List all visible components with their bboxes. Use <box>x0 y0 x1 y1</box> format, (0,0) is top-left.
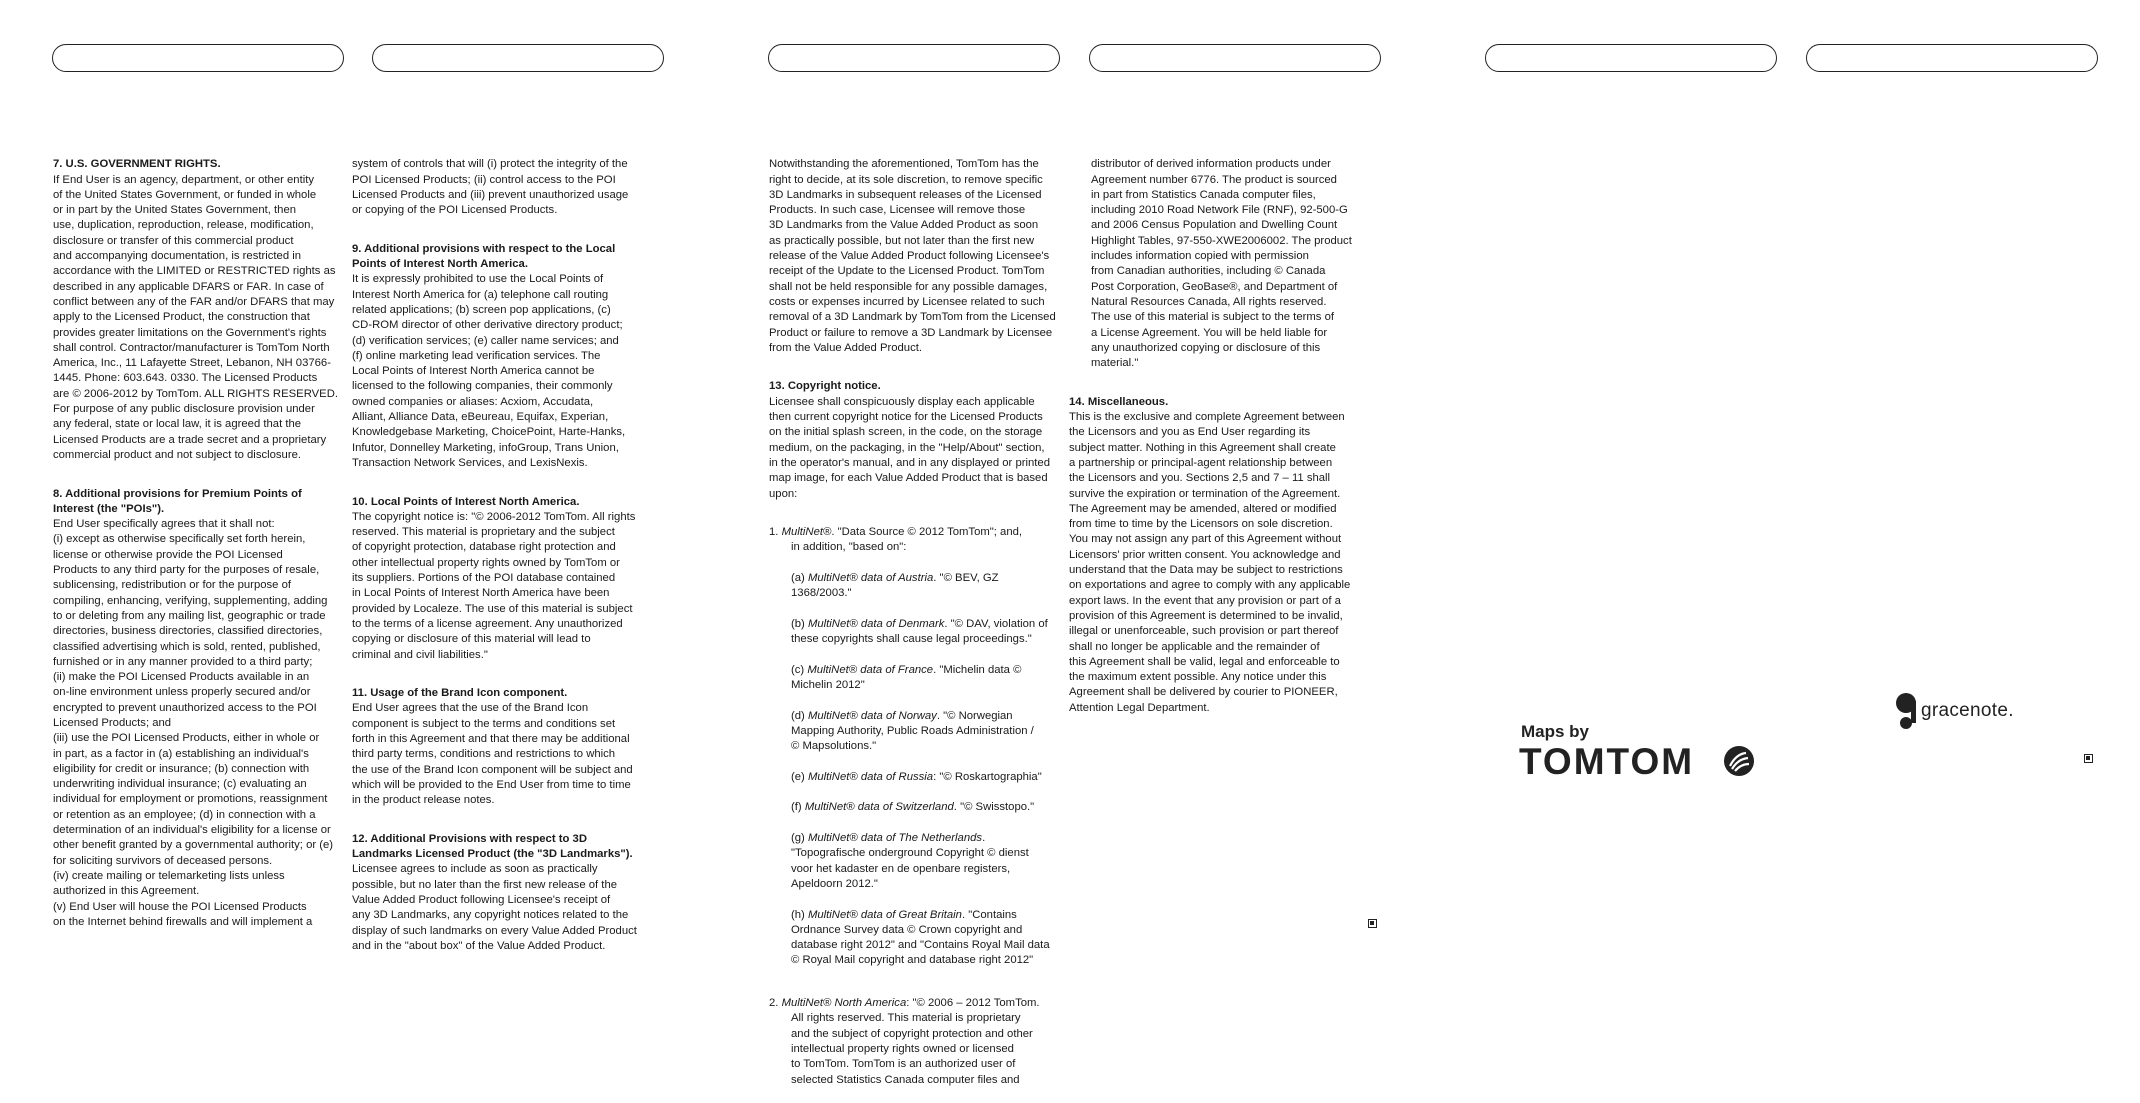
section-8-heading: 8. Additional provisions for Premium Points of Interest (the "POIs"). <box>53 487 302 515</box>
section-7-body: If End User is an agency, department, or other entity of the United States Government, or funded in whole or in part by the United States Government, then use, duplication, reproduction, release, modification, disclosure or transfer of this commercial product and accompanying documentation, is restricted in accordance with the LIMITED or RESTRICTED rights as described in any applicable DFARS or FAR. In case of conflict between any of the FAR and/or DFARS that may apply to the Licensed Product, the construction that provides greater limitations on the Government's rights shall control. Contractor/manufacturer is TomTom North America, Inc., 11 Lafayette Street, Lebanon, NH 03766- 1445. Phone: 603.643. 0330. The Licensed Products are © 2006-2012 by TomTom. ALL RIGHTS RESERVED. For purpose of any public disclosure provision under any federal, state or local law, it is agreed that the Licensed Products are a trade secret and a proprietary commercial product and not subject to disclosure. <box>53 173 339 461</box>
list-item: (e) MultiNet® data of Russia: "© Roskartographia" <box>791 770 1042 783</box>
gracenote-logo: gracenote. <box>1921 700 2014 721</box>
section-12-body: Licensee agrees to include as soon as practically possible, but no later than the first new release of the Value Added Product following Licensee's receipt of any 3D Landmarks, any copyright notices related to the display of such landmarks on every Value Added Product and in the "about box" of the Value Added Product. <box>352 863 637 952</box>
section-10-body: The copyright notice is: "© 2006-2012 TomTom. All rights reserved. This material is proprietary and the subject of copyright protection, database right protection and other intellectual property rights owned by TomTom or its suppliers. Portions of the POI database contained in Local Points of Interest North America have been provided by Localeze. The use of this material is subject to the terms of a license agreement. Any unauthorized copying or disclosure of this material will lead to criminal and civil liabilities." <box>352 510 636 661</box>
tomtom-logo: TOMTOM <box>1519 741 1695 782</box>
section-10-heading: 10. Local Points of Interest North America. <box>352 495 580 508</box>
text-column-1 <box>53 142 353 953</box>
list-item: (f) MultiNet® data of Switzerland. "© Swisstopo." <box>791 801 1035 814</box>
section-8-body: End User specifically agrees that it shall not: (i) except as otherwise specifically set forth herein, license or otherwise provide the POI Licensed Products to any third party for the purposes of resale, sublicensing, redistribution or for the purpose of compiling, enhancing, verifying, supplementing, adding to or deleting from any mailing list, geographic or trade directories, business directories, classified directories, classified advertising which is sold, rented, published, furnished or in any manner provided to a third party; (ii) make the POI Licensed Products available in an on-line environment unless properly secured and/or encrypted to prevent unauthorized access to the POI Licensed Products; and (iii) use the POI Licensed Products, either in whole or in part, as a factor in (a) establishing an individual's eligibility for credit or insurance; (b) connection with underwriting individual insurance; (c) evaluating an individual for employment or promotions, reassignment or retention as an employee; (d) in connection with a determination of an individual's eligibility for a license or other benefit granted by a governmental authority; or (e) for soliciting survivors of deceased persons. (iv) create mailing or telemarketing lists unless authorized in this Agreement. (v) End User will house the POI Licensed Products on the Internet behind firewalls and will implement a <box>53 518 334 928</box>
section-11-heading: 11. Usage of the Brand Icon component. <box>352 687 568 700</box>
section-13-body: Licensee shall conspicuously display each applicable then current copyright notice for the Licensed Products on the initial splash screen, in the code, on the storage medium, on the packaging, in the "Help/About" section, in the operator's manual, and in any displayed or printed map image, for each Value Added Product that is based upon: <box>769 395 1050 500</box>
section-14-heading: 14. Miscellaneous. <box>1069 395 1169 408</box>
list-item: (h) MultiNet® data of Great Britain. "Contains Ordnance Survey data © Crown copyright and database right 2012" and "Contains Royal Mail data © Royal Mail copyright and database right 2012" <box>791 908 1050 967</box>
section-12-continued: Notwithstanding the aforementioned, TomTom has the right to decide, at its sole discretion, to remove specific 3D Landmarks in subsequent releases of the Licensed Products. In such case, Licensee will remove those 3D Landmarks from the Value Added Product as soon as practically possible, but not later than the first new release of the Value Added Product following Licensee's receipt of the Update to the Licensed Product. TomTom shall not be held responsible for any possible damages, costs or expenses incurred by Licensee related to such removal of a 3D Landmark by TomTom from the Licensed Product or failure to remove a 3D Landmark by Licensee from the Value Added Product. <box>769 158 1056 354</box>
page-mark-icon <box>2084 754 2093 763</box>
section-11-body: End User agrees that the use of the Brand Icon component is subject to the terms and conditions set forth in this Agreement and that there may be additional third party terms, conditions and restrictions to which the use of the Brand Icon component will be subject and which will be provided to the End User from time to time in the product release notes. <box>352 702 633 807</box>
list-item: (d) MultiNet® data of Norway. "© Norwegian Mapping Authority, Public Roads Administration / © Mapsolutions." <box>791 709 1034 753</box>
page-mark-icon <box>1368 919 1377 928</box>
section-7-heading: 7. U.S. GOVERNMENT RIGHTS. <box>53 158 221 171</box>
text-column-3 <box>769 142 1069 1103</box>
label-pill-3 <box>768 44 1060 72</box>
list-item: 2. MultiNet® North America: "© 2006 – 2012 TomTom. All rights reserved. This material is proprietary and the subject of copyright protection and other intellectual property rights owned or licensed to TomTom. TomTom is an authorized user of selected Statistics Canada computer files and <box>769 997 1040 1086</box>
label-pill-2 <box>372 44 664 72</box>
gracenote-icon <box>1892 690 1922 732</box>
section-13-continued: distributor of derived information products under Agreement number 6776. The product is sourced in part from Statistics Canada computer files, including 2010 Road Network File (RNF), 92-500-G and 2006 Census Population and Dwelling Count Highlight Tables, 97-550-XWE2006002. The product includes information copied with permission from Canadian authorities, including © Canada Post Corporation, GeoBase®, and Department of Natural Resources Canada, All rights reserved. The use of this material is subject to the terms of a License Agreement. You will be held liable for any unauthorized copying or disclosure of this material." <box>1091 158 1352 370</box>
label-pill-6 <box>1806 44 2098 72</box>
list-item: (c) MultiNet® data of France. "Michelin data © Michelin 2012" <box>791 663 1022 692</box>
section-8-continued: system of controls that will (i) protect the integrity of the POI Licensed Products; (ii) control access to the POI Licensed Products and (iii) prevent unauthorized usage or copying of the POI Licensed Products. <box>352 158 629 217</box>
label-pill-4 <box>1089 44 1381 72</box>
list-item: (g) MultiNet® data of The Netherlands. "Topografische onderground Copyright © dienst voor het kadaster en de openbare registers, Apeldoorn 2012." <box>791 832 1029 890</box>
label-pill-1 <box>52 44 344 72</box>
section-9-body: It is expressly prohibited to use the Local Points of Interest North America for (a) telephone call routing related applications; (b) screen pop applications, (c) CD-ROM director of other derivative directory product; (d) verification services; (e) caller name services; and (f) online marketing lead verification services. The Local Points of Interest North America cannot be licensed to the following companies, their commonly owned companies or aliases: Acxiom, Accudata, Alliant, Alliance Data, eBeureau, Equifax, Experian, Knowledgebase Marketing, ChoicePoint, Harte-Hanks, Infutor, Donnelley Marketing, infoGroup, Trans Union, Transaction Network Services, and LexisNexis. <box>352 273 626 469</box>
tomtom-hands-icon <box>1722 744 1756 778</box>
section-12-heading: 12. Additional Provisions with respect to 3D Landmarks Licensed Product (the "3D Landmarks"). <box>352 832 633 861</box>
section-9-heading: 9. Additional provisions with respect to the Local Points of Interest North America. <box>352 242 616 271</box>
list-item: (a) MultiNet® data of Austria. "© BEV, GZ 1368/2003." <box>791 572 999 600</box>
section-13-heading: 13. Copyright notice. <box>769 380 881 393</box>
label-pill-5 <box>1485 44 1777 72</box>
text-column-2 <box>352 142 652 977</box>
section-14-body: This is the exclusive and complete Agreement between the Licensors and you as End User regarding its subject matter. Nothing in this Agreement shall create a partnership or principal-agent relationship between the Licensors and you. Sections 2,5 and 7 – 11 shall survive the expiration or termination of the Agreement. The Agreement may be amended, altered or modified from time to time by the Licensors on sole discretion. You may not assign any part of this Agreement without Licensors' prior written consent. You acknowledge and understand that the Data may be subject to restrictions on exportations and agree to comply with any applicable export laws. In the event that any provision or part of a provision of this Agreement is determined to be invalid, illegal or unenforceable, such provision or part thereof shall no longer be applicable and the remainder of this Agreement shall be valid, legal and enforceable to the maximum extent possible. Any notice under this Agreement shall be delivered by courier to PIONEER, Attention Legal Department. <box>1069 411 1351 714</box>
maps-by-label: Maps by <box>1521 722 1590 741</box>
list-item: 1. MultiNet®. "Data Source © 2012 TomTom"; and, in addition, "based on": <box>769 526 1023 554</box>
text-column-4 <box>1069 142 1369 739</box>
list-item: (b) MultiNet® data of Denmark. "© DAV, violation of these copyrights shall cause legal proceedings." <box>791 617 1048 646</box>
